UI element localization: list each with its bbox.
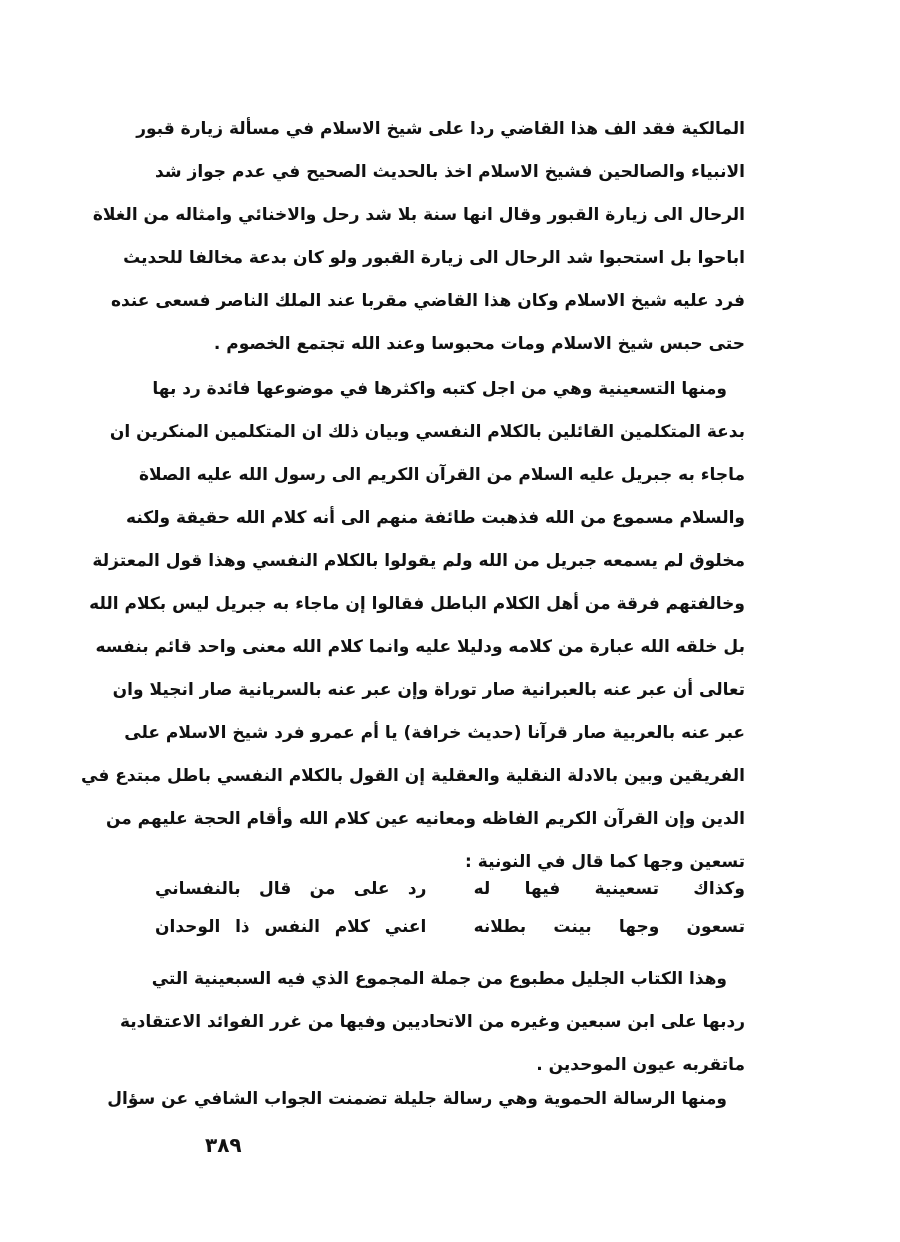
text-line: تعالى أن عبر عنه بالعبرانية صار توراة وإن عبر عنه بالسريانية صار انجيلا وان (112, 680, 745, 700)
text-line: الدين وإن القرآن الكريم الفاظه ومعانيه عين كلام الله وأقام الحجة عليهم من (105, 809, 745, 829)
text-line: فرد عليه شيخ الاسلام وكان هذا القاضي مقربا عند الملك الناصر فسعى عنده (111, 291, 745, 311)
text-line: وخالفتهم فرقة من أهل الكلام الباطل فقالوا إن ماجاء به جبريل ليس بكلام الله (89, 594, 745, 614)
text-line: الفريقين وبين بالادلة النقلية والعقلية إن القول بالكلام النفسي باطل مبتدع في (81, 766, 745, 786)
text-line: المالكية فقد الف هذا القاضي ردا على شيخ الاسلام في مسألة زيارة قبور (136, 119, 745, 139)
text-line: بدعة المتكلمين القائلين بالكلام النفسي وبيان ذلك ان المتكلمين المنكرين ان (109, 422, 745, 442)
text-line: تسعين وجها كما قال في النونية : (465, 852, 745, 872)
text-line: ومنها التسعينية وهي من اجل كتبه واكثرها في موضوعها فائدة رد بها (152, 379, 727, 399)
paragraph-maalikiyya (92, 108, 745, 366)
text-line: بل خلقه الله عبارة من كلامه ودليلا عليه وانما كلام الله معنى واحد قائم بنفسه (95, 637, 745, 657)
text-line: مخلوق لم يسمعه جبريل من الله ولم يقولوا بالكلام النفسي وهذا قول المعتزلة (92, 551, 745, 571)
text-line: الرحال الى زيارة القبور وقال انها سنة بلا شد رحل والاخنائي وامثاله من الغلاة (92, 205, 745, 225)
paragraph-tisiniyya (81, 368, 745, 884)
verse-first-hemistich: تسعون وجها بينت بطلانه (473, 917, 745, 937)
text-line: وهذا الكتاب الجليل مطبوع من جملة المجموع الذي فيه السبعينية التي (151, 969, 727, 989)
text-line: اباحوا بل استحبوا شد الرحال الى زيارة القبور ولو كان بدعة مخالفا للحديث (123, 248, 745, 268)
verse-line (155, 908, 745, 946)
text-line: عبر عنه بالعربية صار قرآنا (حديث خرافة) يا أم عمرو فرد شيخ الاسلام على (124, 723, 745, 743)
paragraph-sabiniyya (119, 958, 745, 1087)
page-number: ٣٨٩ (205, 1133, 242, 1157)
text-line: الانبياء والصالحين فشيخ الاسلام اخذ بالحديث الصحيح في عدم جواز شد (155, 162, 745, 182)
text-line: ومنها الرسالة الحموية وهي رسالة جليلة تضمنت الجواب الشافي عن سؤال (107, 1089, 727, 1109)
verse-first-hemistich: وكذاك تسعينية فيها له (473, 879, 745, 899)
verse-line (155, 870, 745, 908)
paragraph-hamawiyya (107, 1078, 745, 1121)
verse-second-hemistich: رد على من قال بالنفساني (155, 879, 427, 899)
text-line: والسلام مسموع من الله فذهبت طائفة منهم الى أنه كلام الله حقيقة ولكنه (126, 508, 745, 528)
text-line: ماجاء به جبريل عليه السلام من القرآن الكريم الى رسول الله عليه الصلاة (138, 465, 745, 485)
text-line: ردبها على ابن سبعين وغيره من الاتحاديين وفيها من غرر الفوائد الاعتقادية (119, 1012, 745, 1032)
text-line: ماتقربه عيون الموحدين . (536, 1055, 745, 1075)
text-line: حتى حبس شيخ الاسلام ومات محبوسا وعند الله تجتمع الخصوم . (213, 334, 745, 354)
poetry-verse (155, 870, 745, 946)
verse-second-hemistich: اعني كلام النفس ذا الوحدان (155, 917, 427, 937)
